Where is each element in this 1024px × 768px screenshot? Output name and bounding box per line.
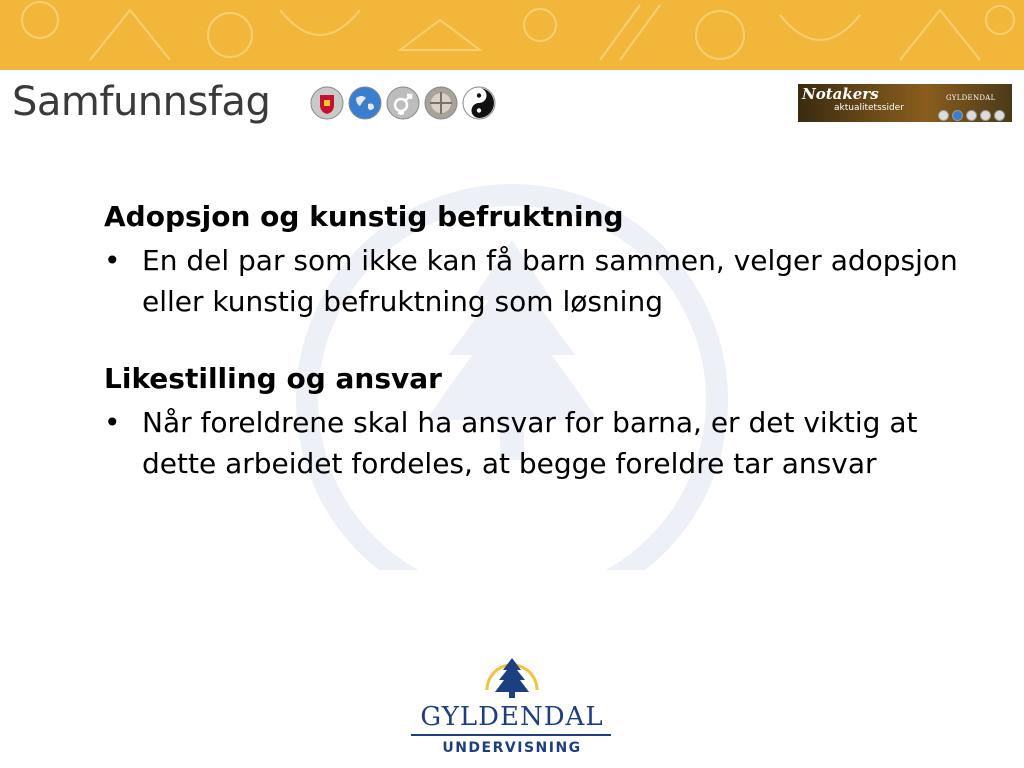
banner-doodles xyxy=(0,0,1024,70)
mini-compass-icon xyxy=(980,110,991,121)
globe-icon xyxy=(348,86,382,120)
notakers-subtitle: aktualitetssider xyxy=(834,103,904,113)
section-heading: Adopsjon og kunstig befruktning xyxy=(104,200,624,233)
mini-yin-yang-icon xyxy=(994,110,1005,121)
coat-of-arms-icon xyxy=(310,86,344,120)
bullet-item xyxy=(104,402,964,484)
top-banner xyxy=(0,0,1024,70)
gender-symbol-icon xyxy=(386,86,420,120)
section-heading: Likestilling og ansvar xyxy=(104,362,442,395)
subject-title: Samfunnsfag xyxy=(12,79,271,125)
gyldendal-logo xyxy=(405,650,619,760)
notakers-brand: GYLDENDAL xyxy=(946,94,996,102)
bullet-symbol: • xyxy=(104,244,121,277)
section-adopsjon xyxy=(104,198,964,322)
notakers-title: Notakers xyxy=(802,85,879,103)
gyldendal-wordmark: GYLDENDAL xyxy=(420,702,604,732)
bullet-symbol: • xyxy=(104,406,121,439)
mini-gender-icon xyxy=(966,110,977,121)
notakers-icons xyxy=(938,110,1005,121)
section-likestilling xyxy=(104,360,964,484)
mini-globe-icon xyxy=(952,110,963,121)
gyldendal-subtitle: UNDERVISNING xyxy=(442,740,582,756)
tree-emblem-icon xyxy=(405,650,619,702)
bullet-item xyxy=(104,240,964,322)
bullet-text: Når foreldrene skal ha ansvar for barna, er det viktig at dette arbeidet fordeles, at begge foreldre tar ansvar xyxy=(142,406,918,480)
compass-icon xyxy=(424,86,458,120)
mini-coat-of-arms-icon xyxy=(938,110,949,121)
slide-content xyxy=(104,198,964,484)
notakers-logo xyxy=(798,84,1012,122)
subject-icons xyxy=(310,86,496,120)
bullet-text: En del par som ikke kan få barn sammen, velger adopsjon eller kunstig befruktning som løsning xyxy=(142,244,958,318)
gyldendal-rule xyxy=(411,734,611,736)
yin-yang-icon xyxy=(462,86,496,120)
